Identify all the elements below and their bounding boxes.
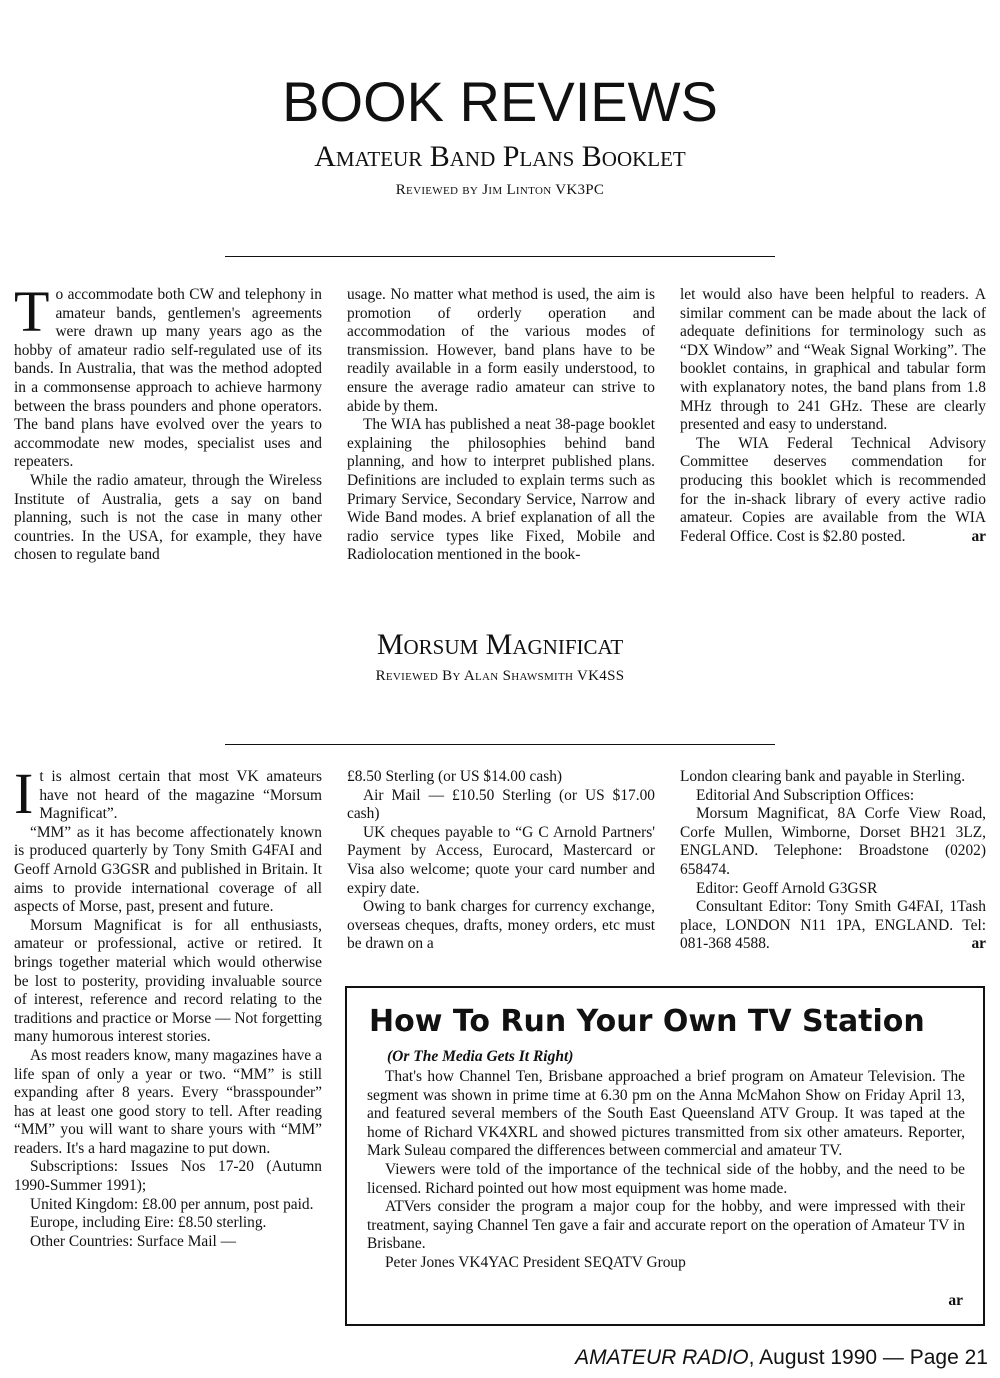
- review2-paragraph: Morsum Magnificat, 8A Corfe View Road, Corfe Mullen, Wimborne, Dorset BH21 3LZ, ENGLAND. Telephone: Broadstone (0202) 658474.: [680, 805, 986, 878]
- review2-paragraph: Other Countries: Surface Mail —: [30, 1232, 237, 1250]
- review2-paragraph: Air Mail — £10.50 Sterling (or US $17.00 cash): [347, 786, 655, 823]
- page-footer: [575, 1346, 988, 1370]
- page-title: BOOK REVIEWS: [282, 70, 718, 133]
- review2-byline: Reviewed By Alan Shawsmith VK4SS: [375, 668, 625, 684]
- review2-column-1: [14, 761, 322, 1251]
- tv-box-title: How To Run Your Own TV Station: [369, 1004, 925, 1039]
- review1-dropcap: T: [14, 279, 50, 344]
- review1-title: Amateur Band Plans Booklet: [314, 140, 686, 173]
- review2-paragraph: Subscriptions: Issues Nos 17-20 (Autumn 1990-Summer 1991);: [14, 1158, 322, 1195]
- tv-box-paragraph: Peter Jones VK4YAC President SEQATV Group: [385, 1253, 686, 1271]
- tv-box-end-mark: ar: [948, 1292, 963, 1309]
- review2-closing-text: Consultant Editor: Tony Smith G4FAI, 1Tash place, LONDON N11 1PA, ENGLAND. Tel: 081-368 4588.: [680, 898, 986, 953]
- review2-paragraph: Europe, including Eire: £8.50 sterling.: [30, 1214, 267, 1232]
- review1-column-1: [14, 279, 322, 565]
- review1-end-mark: ar: [971, 527, 986, 545]
- review2-paragraph: UK cheques payable to “G C Arnold Partners' Payment by Access, Eurocard, Mastercard or Visa also welcome; quote your card number and expiry date.: [347, 823, 655, 897]
- review2-paragraph: “MM” as it has become affectionately known is produced quarterly by Tony Smith G4FAI and Geoff Arnold G3GSR and published in Britain. It aims to provide international coverage of all aspects of Morse, past, present and future.: [14, 823, 322, 916]
- review1-paragraph: [680, 435, 986, 547]
- review1-paragraph: While the radio amateur, through the Wireless Institute of Australia, gets a say on band planning, such is not the case in many other countries. In the USA, for example, they have chosen to regulate band: [14, 471, 322, 564]
- review1-paragraph: let would also have been helpful to readers. A similar comment can be made about the lack of adequate definitions for terminology such as “DX Window” and “Weak Signal Working”. The booklet contains, in graphical and tabular form with explanatory notes, the band plans from 1.8 MHz through to 241 GHz. These are clearly presented and easy to understand.: [680, 286, 986, 434]
- tv-box-paragraph: Viewers were told of the importance of the technical side of the hobby, and the need to be licensed. Richard pointed out how most equipment was home made.: [367, 1160, 965, 1197]
- review2-title: Morsum Magnificat: [376, 628, 624, 661]
- review1-closing-text: The WIA Federal Technical Advisory Committee deserves commendation for producing this booklet which is recommended for the in-shack library of every active radio amateur. Copies are available from the WIA Federal Office. Cost is $2.80 posted.: [680, 434, 986, 545]
- review1-paragraph: usage. No matter what method is used, the aim is promotion of orderly operation and accommodation of the various modes of transmission. However, band plans have to be readily available in a form easily understood, to ensure the average radio amateur can strive to abide by them.: [347, 286, 655, 415]
- footer-magazine-name: AMATEUR RADIO: [575, 1346, 749, 1369]
- review2-paragraph: London clearing bank and payable in Sterling.: [680, 768, 966, 785]
- tv-station-box: [345, 986, 985, 1326]
- review1-column-3: [680, 286, 986, 546]
- review2-paragraph: Editorial And Subscription Offices:: [696, 786, 915, 804]
- review1-divider: [225, 256, 775, 257]
- review1-column-2: [347, 286, 655, 565]
- review2-paragraph: Morsum Magnificat is for all enthusiasts, amateur or professional, active or retired. It brings together material which would otherwise be lost to posterity, providing invaluable source of interest, reference and record relating to the traditions and practice or Morse — Not forgetting many humorous interest stories.: [14, 916, 322, 1046]
- review2-paragraph: As most readers know, many magazines have a life span of only a year or two. “MM” is still expanding after 8 years. Every “brasspounder” has at least one good story to tell. After reading “MM” you will want to share yours with “MM” readers. It's a hard magazine to put down.: [14, 1046, 322, 1157]
- review1-byline: Reviewed by Jim Linton VK3PC: [395, 182, 605, 198]
- review1-paragraph: o accommodate both CW and telephony in amateur bands, gentlemen's agreements were drawn up many years ago as the hobby of amateur radio self-regulated use of its bands. In Australia, that was the method adopted in a commonsense approach to achieve harmony between the brass pounders and phone operators. The band plans have evolved over the years to accommodate new modes, specialist uses and repeaters.: [14, 286, 322, 471]
- review2-paragraph: t is almost certain that most VK amateurs have not heard of the magazine “Morsum Magnificat”.: [39, 768, 322, 823]
- review2-end-mark: ar: [971, 935, 986, 953]
- review2-paragraph: United Kingdom: £8.00 per annum, post paid.: [30, 1195, 314, 1213]
- review2-divider: [225, 744, 775, 745]
- review2-column-3: [680, 768, 986, 954]
- tv-box-subtitle: (Or The Media Gets It Right): [387, 1048, 574, 1065]
- review2-paragraph: [680, 898, 986, 954]
- review1-paragraph: The WIA has published a neat 38-page booklet explaining the philosophies behind band planning, and how to interpret published plans. Definitions are included to explain terms such as Primary Service, Secondary Service, Narrow and Wide Band modes. A brief explanation of all the radio service types like Fixed, Mobile and Radiolocation mentioned in the book-: [347, 416, 655, 564]
- review2-paragraph: £8.50 Sterling (or US $14.00 cash): [347, 768, 563, 785]
- tv-box-body: [367, 1068, 965, 1273]
- footer-issue-page: , August 1990 — Page 21: [748, 1346, 988, 1369]
- review2-paragraph: Owing to bank charges for currency exchange, overseas cheques, drafts, money orders, etc must be drawn on a: [347, 898, 655, 953]
- tv-box-paragraph: That's how Channel Ten, Brisbane approached a brief program on Amateur Television. The segment was shown in prime time at 6.30 pm on the Anna McMahon Show on Friday April 13, and featured several members of the South East Queensland ATV Group. It was taped at the home of Richard VK4XRL and showed pictures transmitted from six other amateurs. Reporter, Mark Suleau compared the differences between commercial and amateur TV.: [367, 1068, 965, 1160]
- review2-dropcap: I: [14, 761, 34, 826]
- tv-box-paragraph: ATVers consider the program a major coup for the hobby, and were impressed with their treatment, saying Channel Ten gave a fair and accurate report on the operation of Amateur TV in Brisbane.: [367, 1198, 965, 1253]
- review2-column-2: [347, 768, 655, 954]
- review2-paragraph: Editor: Geoff Arnold G3GSR: [696, 879, 878, 897]
